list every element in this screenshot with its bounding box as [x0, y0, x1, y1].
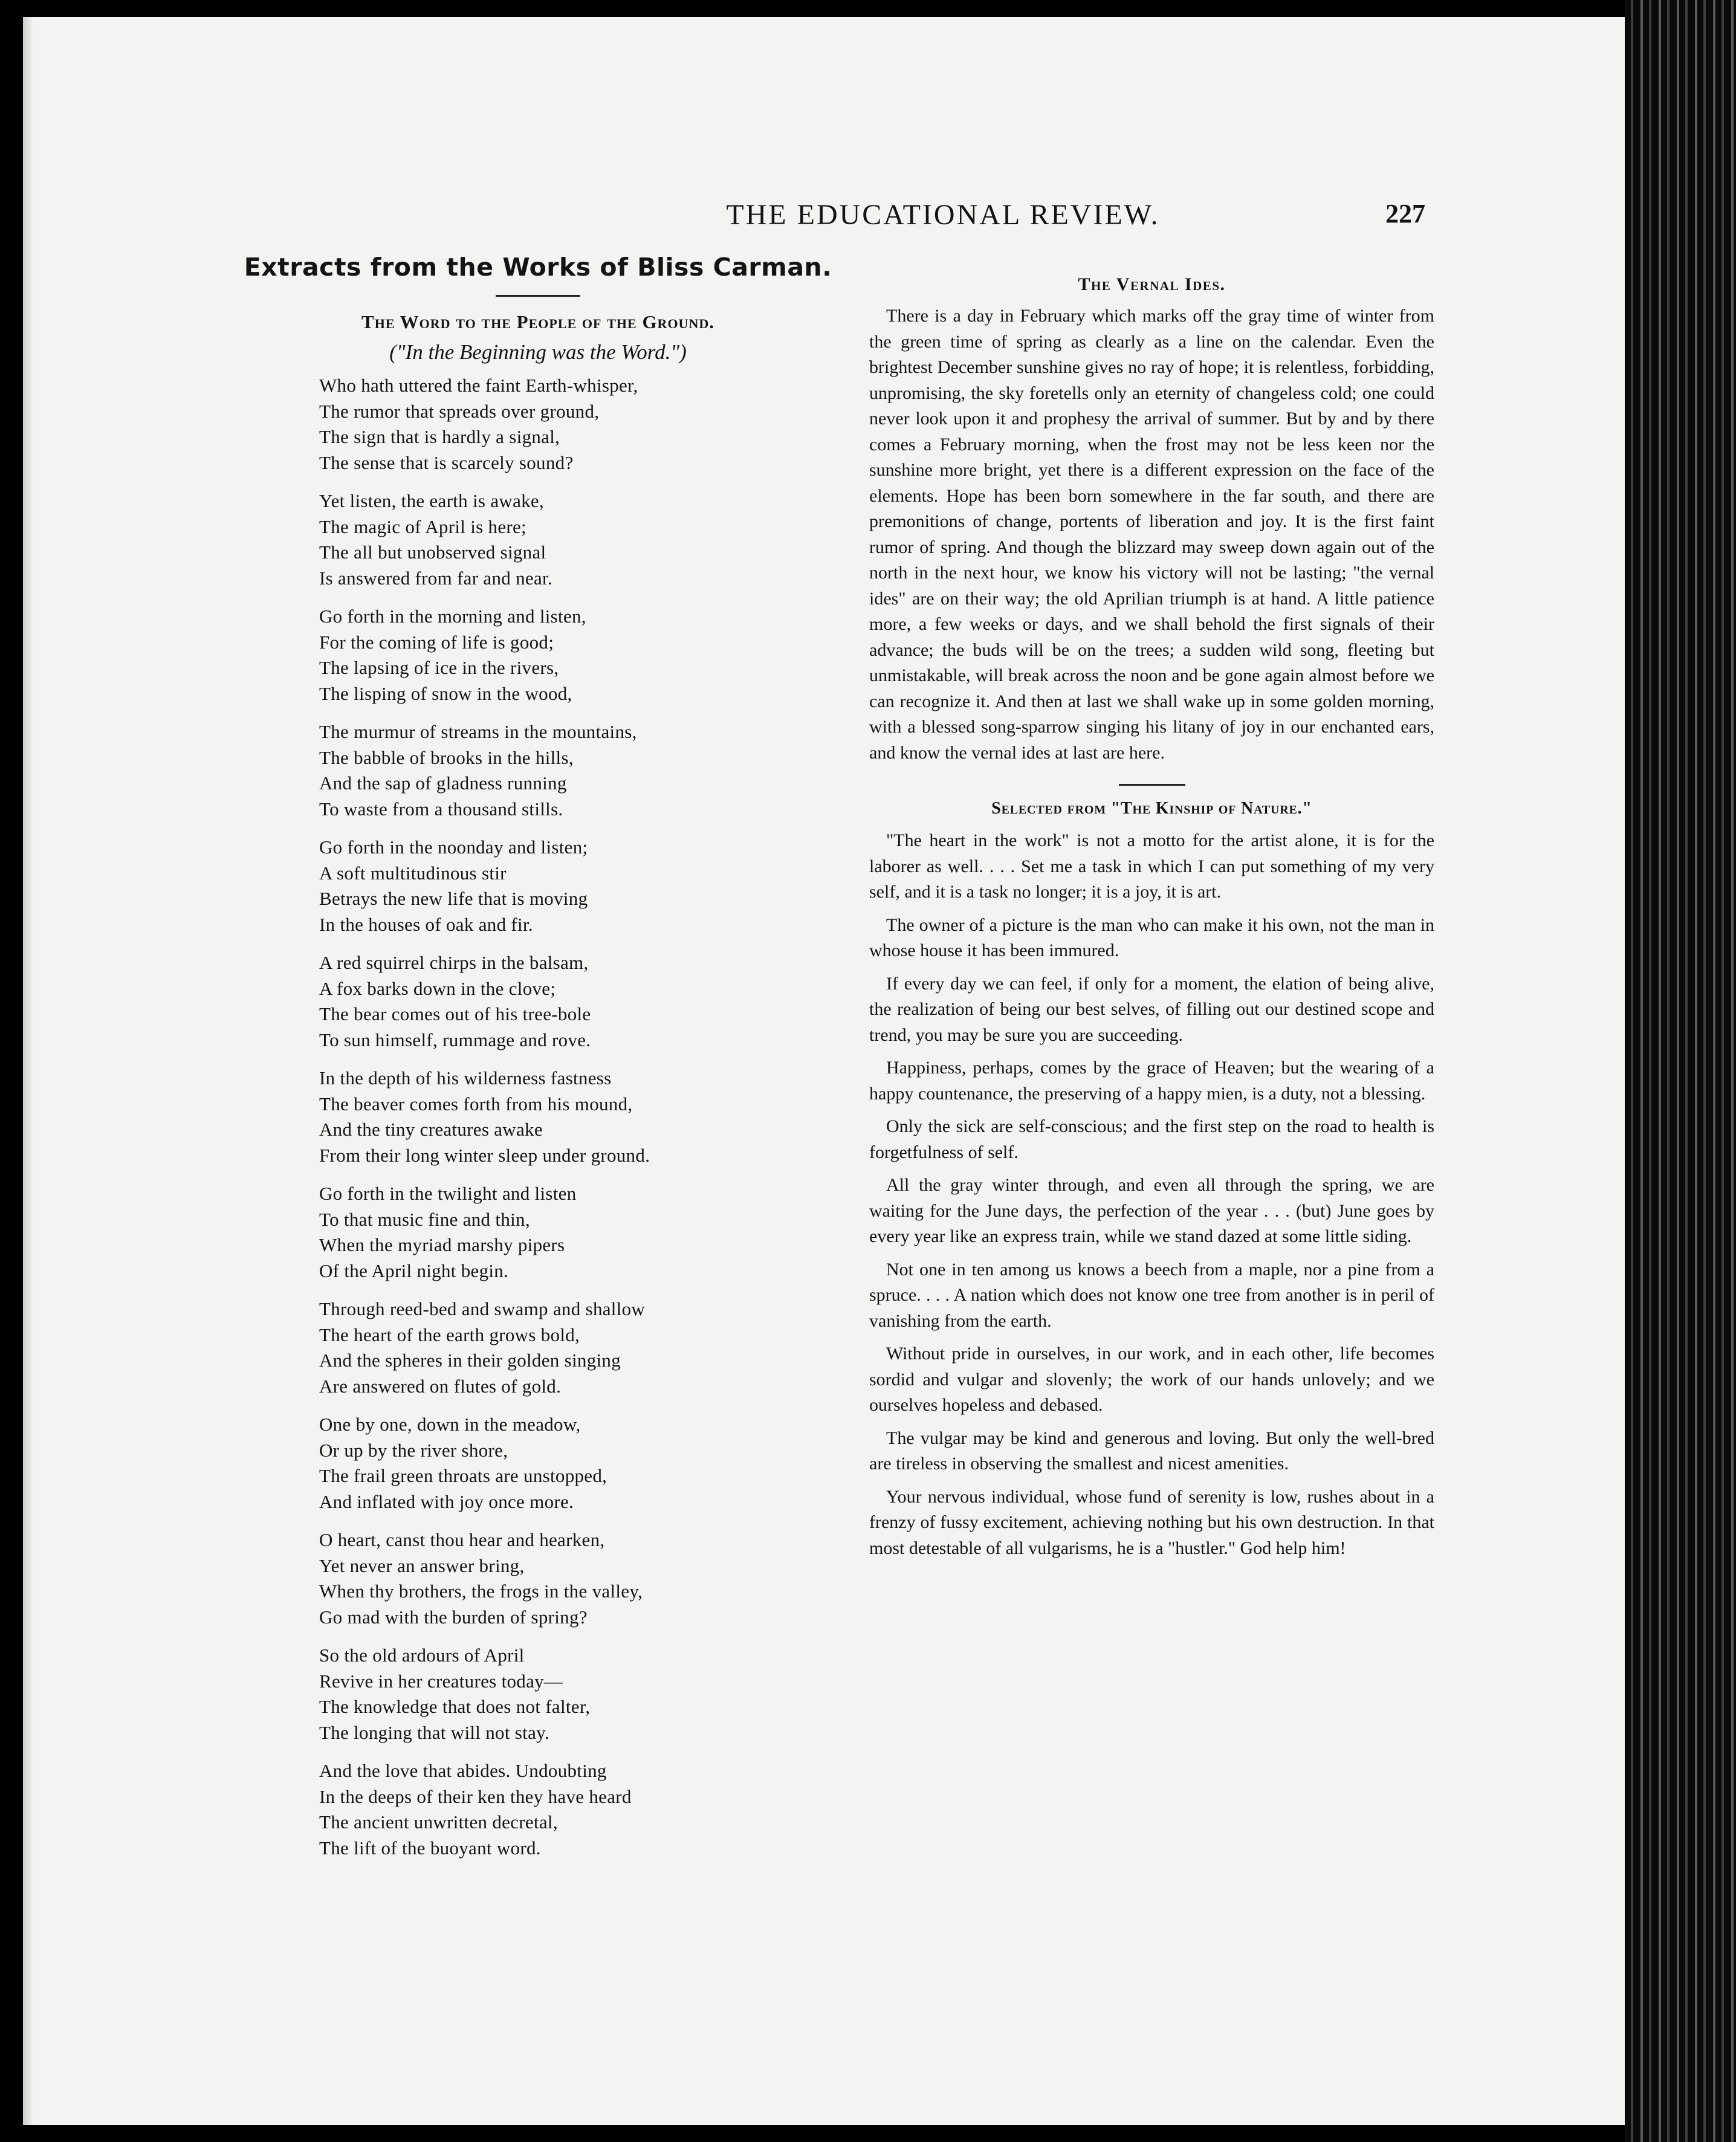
kinship-quote: All the gray winter through, and even all through the spring, we are waiting for the June days, the perfection of the year . . . (but) June goes by every year like an express train, while we stand dazed at some little siding.: [869, 1175, 1434, 1246]
poem-line: And the tiny creatures awake: [319, 1119, 543, 1140]
poem-line: Go forth in the noonday and listen;: [319, 836, 588, 858]
poem-line: The heart of the earth grows bold,: [319, 1324, 580, 1345]
article-title: Extracts from the Works of Bliss Carman.: [244, 253, 832, 282]
poem-line: Go forth in the twilight and listen: [319, 1183, 577, 1204]
poem-line: Through reed-bed and swamp and shallow: [319, 1298, 646, 1319]
poem-line: The magic of April is here;: [319, 516, 526, 537]
poem-stanza: [319, 373, 834, 476]
poem-line: Are answered on flutes of gold.: [319, 1375, 562, 1397]
poem-stanza: [319, 950, 834, 1053]
magazine-page: [23, 17, 1643, 2125]
right-column: [869, 250, 1434, 1568]
poem-line: Of the April night begin.: [319, 1260, 509, 1281]
poem-line: The rumor that spreads over ground,: [319, 400, 600, 422]
poem-stanza: [319, 1527, 834, 1630]
poem-line: And the spheres in their golden singing: [319, 1350, 621, 1371]
poem-line: The all but unobserved signal: [319, 542, 546, 563]
poem-line: From their long winter sleep under ground.: [319, 1144, 650, 1166]
poem-epigraph: ("In the Beginning was the Word."): [389, 340, 687, 364]
poem-line: In the depth of his wilderness fastness: [319, 1067, 612, 1089]
poem-stanza: [319, 1296, 834, 1399]
poem-line: A soft multitudinous stir: [319, 862, 507, 884]
poem-line: The beaver comes forth from his mound,: [319, 1093, 633, 1115]
poem-stanza: [319, 1181, 834, 1284]
poem-line: The sign that is hardly a signal,: [319, 426, 560, 447]
book-binding-edge: [1625, 0, 1736, 2142]
poem-stanza: [319, 1643, 834, 1746]
poem-line: And the sap of gladness running: [319, 772, 567, 794]
poem-stanza: [319, 488, 834, 591]
kinship-quotes: [869, 828, 1434, 1561]
poem-line: Is answered from far and near.: [319, 567, 552, 589]
vernal-ides-title: The Vernal Ides.: [1078, 274, 1226, 294]
poem-stanza: [319, 1758, 834, 1861]
poem-line: The longing that will not stay.: [319, 1721, 549, 1743]
poem-line: The bear comes out of his tree-bole: [319, 1003, 591, 1024]
title-rule: [496, 295, 580, 297]
kinship-quote: The owner of a picture is the man who can make it his own, not the man in whose house it has been immured.: [869, 914, 1434, 960]
page-number: 227: [1385, 199, 1425, 228]
poem-line: A red squirrel chirps in the balsam,: [319, 952, 589, 973]
page-edge-shadow: [23, 17, 34, 2125]
poem-line: For the coming of life is good;: [319, 631, 554, 653]
kinship-quote: If every day we can feel, if only for a moment, the elation of being alive, the realization of being our best selves, of filling out our destined scope and trend, you may be sure you are succeeding.: [869, 973, 1434, 1045]
poem-line: O heart, canst thou hear and hearken,: [319, 1529, 605, 1550]
poem-stanza: [319, 719, 834, 822]
poem-line: Or up by the river shore,: [319, 1439, 508, 1461]
poem-line: The lift of the buoyant word.: [319, 1837, 541, 1859]
poem-line: To sun himself, rummage and rove.: [319, 1029, 591, 1050]
kinship-quote: Only the sick are self-conscious; and the first step on the road to health is forgetfulness of self.: [869, 1116, 1434, 1162]
poem-line: In the deeps of their ken they have heard: [319, 1785, 632, 1807]
kinship-quote: Happiness, perhaps, comes by the grace of Heaven; but the wearing of a happy countenance, the preserving of a happy mien, is a duty, not a blessing.: [869, 1058, 1434, 1104]
poem-line: Betrays the new life that is moving: [319, 888, 588, 909]
poem-line: The lisping of snow in the wood,: [319, 682, 572, 704]
poem-line: To that music fine and thin,: [319, 1208, 530, 1230]
kinship-quote: "The heart in the work" is not a motto for the artist alone, it is for the laborer as well. . . . Set me a task in which I can put something of my very self, and it is a task no longer; it is a joy, it is art.: [869, 830, 1434, 902]
poem-line: The sense that is scarcely sound?: [319, 451, 574, 473]
poem-line: Yet never an answer bring,: [319, 1555, 525, 1576]
kinship-quote: Without pride in ourselves, in our work, and in each other, life becomes sordid and vulgar and slovenly; the work of our hands unlovely; and we ourselves hopeless and debased.: [869, 1344, 1434, 1415]
kinship-quote: The vulgar may be kind and generous and loving. But only the well-bred are tireless in observing the smallest and nicest amenities.: [869, 1428, 1434, 1474]
poem-line: A fox barks down in the clove;: [319, 977, 556, 999]
poem-line: The ancient unwritten decretal,: [319, 1811, 558, 1833]
poem-stanza: [319, 835, 834, 937]
poem-line: When thy brothers, the frogs in the valley,: [319, 1581, 643, 1602]
left-column: [242, 250, 834, 1874]
poem-line: So the old ardours of April: [319, 1645, 525, 1666]
poem-line: One by one, down in the meadow,: [319, 1414, 581, 1435]
poem-line: When the myriad marshy pipers: [319, 1234, 565, 1255]
kinship-title: Selected from "The Kinship of Nature.": [991, 799, 1312, 818]
poem-line: The frail green throats are unstopped,: [319, 1465, 607, 1486]
section-rule: [1119, 784, 1185, 786]
poem-line: And the love that abides. Undoubting: [319, 1760, 607, 1781]
running-head: THE EDUCATIONAL REVIEW.: [726, 199, 1160, 231]
poem-stanza: [319, 1412, 834, 1515]
poem-line: The babble of brooks in the hills,: [319, 746, 574, 768]
poem-line: Yet listen, the earth is awake,: [319, 490, 545, 511]
poem-line: To waste from a thousand stills.: [319, 798, 563, 820]
kinship-quote: Your nervous individual, whose fund of serenity is low, rushes about in a frenzy of fussy excitement, achieving nothing but his own destruction. In that most detestable of all vulgarisms, he is a "hustler." God help him!: [869, 1486, 1434, 1558]
kinship-quote: Not one in ten among us knows a beech from a maple, nor a pine from a spruce. . . . A nation which does not know one tree from another is in peril of vanishing from the earth.: [869, 1259, 1434, 1331]
poem: [319, 373, 834, 1861]
poem-title: The Word to the People of the Ground.: [361, 311, 714, 332]
poem-line: Who hath uttered the faint Earth-whisper,: [319, 375, 638, 396]
poem-stanza: [319, 604, 834, 707]
poem-line: The murmur of streams in the mountains,: [319, 721, 637, 742]
poem-line: Go forth in the morning and listen,: [319, 606, 586, 627]
vernal-ides-text: There is a day in February which marks off the gray time of winter from the green time of spring as clearly as a line on the calendar. Even the brightest December sunshine gives no ray of hope; it is relentless, forbidding, unpromising, the sky foretells only an eternity of changeless cold; one could never look upon it and prophesy the arrival of summer. But by and by there comes a February morning, when the frost may not be less keen nor the sunshine more bright, yet there is a different expression on the face of the elements. Hope has been born somewhere in the far south, and there are premonitions of change, portents of liberation and joy. It is the first faint rumor of spring. And though the blizzard may sweep down again out of the north in the next hour, we know his victory will not be lasting; "the vernal ides" are on their way; the old Aprilian triumph is at hand. A little patience more, a few weeks or days, and we shall behold the first signals of their advance; the buds will be on the trees; a sudden wild song, fleeting but unmistakable, will break across the noon and be gone again almost before we can recognize it. And then at last we shall wake up in some golden morning, with a blessed song-sparrow singing his litany of joy in our enchanted ears, and know the vernal ides at last are here.: [869, 306, 1434, 763]
poem-line: Revive in her creatures today—: [319, 1670, 563, 1692]
poem-line: The knowledge that does not falter,: [319, 1696, 591, 1717]
poem-line: Go mad with the burden of spring?: [319, 1606, 588, 1628]
poem-line: The lapsing of ice in the rivers,: [319, 657, 559, 678]
poem-line: In the houses of oak and fir.: [319, 913, 533, 935]
poem-stanza: [319, 1066, 834, 1168]
poem-line: And inflated with joy once more.: [319, 1490, 574, 1512]
